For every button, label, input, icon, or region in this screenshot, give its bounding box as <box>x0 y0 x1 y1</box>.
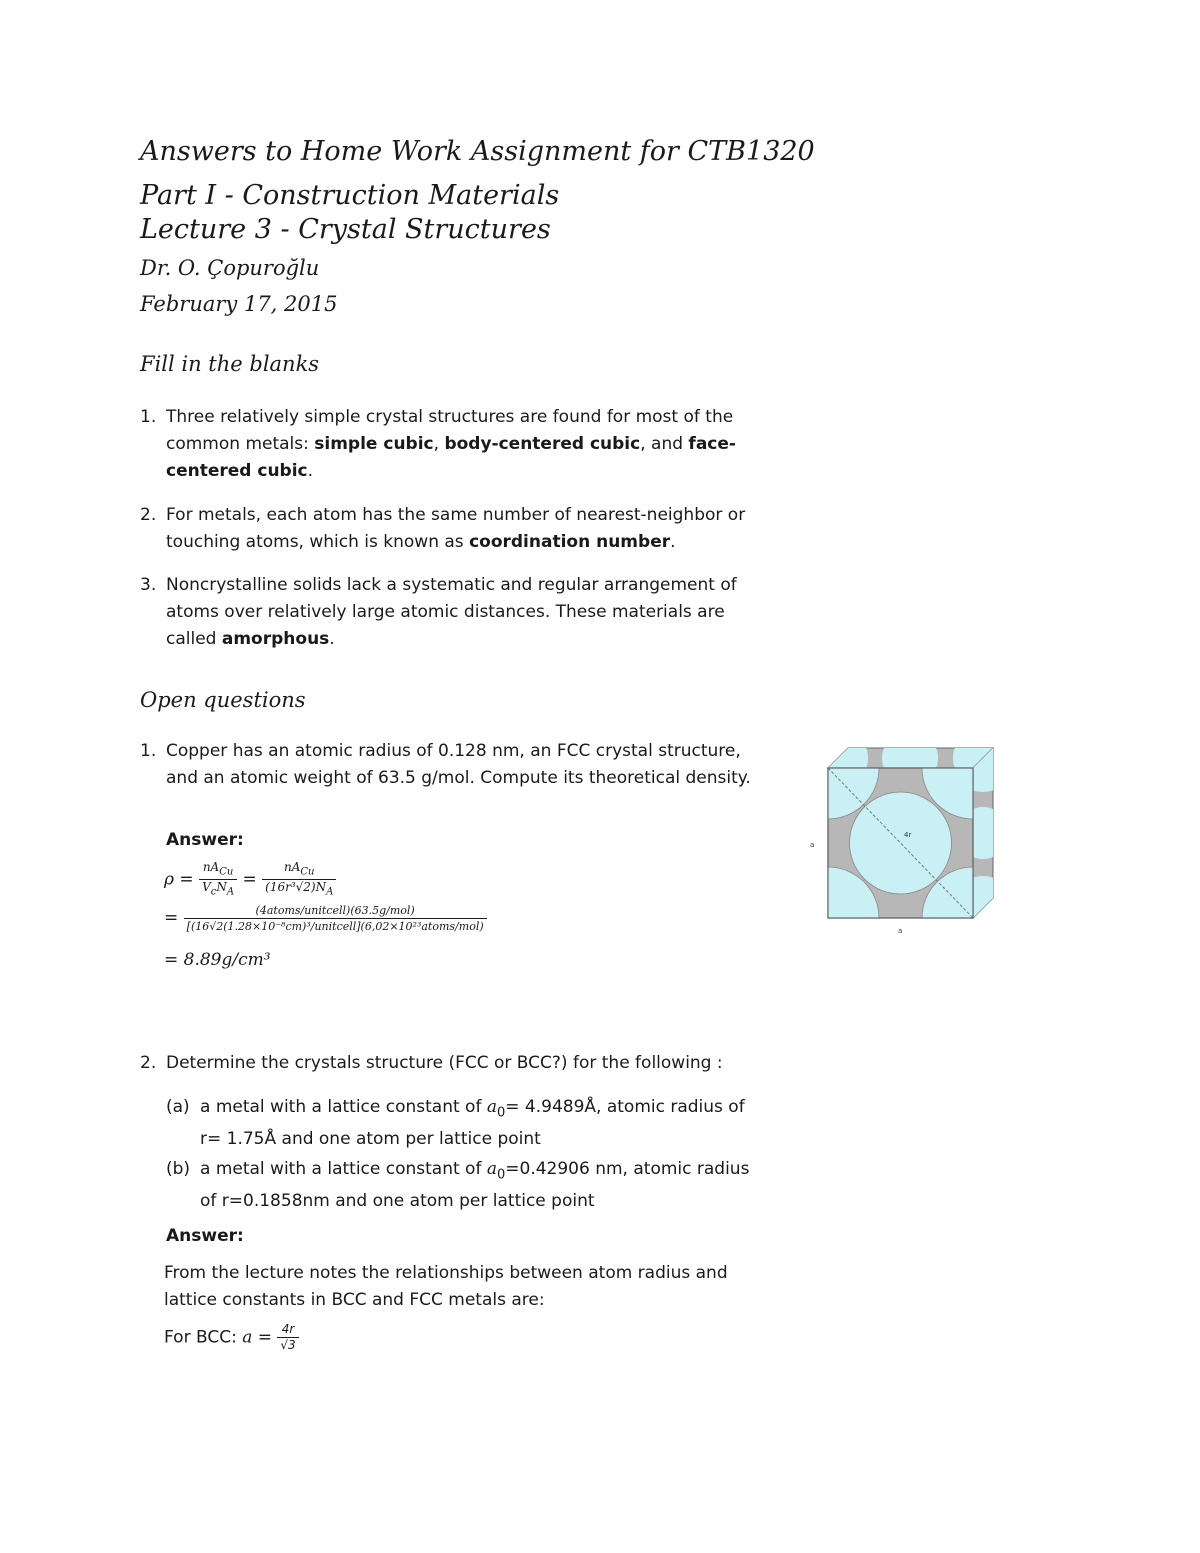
sub-label-b: (b) <box>166 1159 191 1179</box>
item-text <box>166 404 750 485</box>
item-text-post: . <box>670 532 676 552</box>
document-author: Dr. O. Çopuroğlu <box>140 256 320 280</box>
document-part: Part I - Construction Materials <box>140 180 560 211</box>
section-heading-open-questions: Open questions <box>140 688 306 712</box>
radius-label: 4r <box>904 831 912 839</box>
edge-label-bottom: a <box>898 927 903 935</box>
fraction-1-den-sub2: A <box>226 886 235 898</box>
answer-fcc: face-centered cubic <box>166 434 736 481</box>
question-2 <box>140 1050 760 1077</box>
fraction-2-den-sub: A <box>326 886 334 898</box>
item-text-pre: Noncrystalline solids lack a systematic and regular arrangement of atoms over relatively large atomic distances. These materials are called <box>166 575 737 649</box>
item-text-sep: , <box>433 434 445 454</box>
document-title: Answers to Home Work Assignment for CTB1320 <box>140 136 815 167</box>
section-heading-fill-blanks: Fill in the blanks <box>140 352 320 376</box>
bcc-lhs: a = <box>242 1327 272 1348</box>
answer-label-q1: Answer: <box>166 830 244 850</box>
item-number: 3. <box>140 575 157 595</box>
fraction-2-num-sub: Cu <box>300 866 315 878</box>
answer-simple-cubic: simple cubic <box>314 434 434 454</box>
item-number: 2. <box>140 505 157 525</box>
density-equation-2 <box>164 903 487 934</box>
question-1-text: Copper has an atomic radius of 0.128 nm, an FCC crystal structure, and an atomic weight of 63.5 g/mol. Compute its theoretical density. <box>166 741 751 788</box>
question-2b-pre: a metal with a lattice constant of <box>200 1159 487 1179</box>
lattice-var-b-sub: 0 <box>496 1167 506 1183</box>
question-2a <box>166 1094 756 1153</box>
fraction-3 <box>184 903 487 934</box>
answer-label-q2: Answer: <box>166 1226 244 1246</box>
fraction-3-den: [(16√2(1.28×10⁻⁸cm)³/unitcell](6,02×10²³atoms/mol) <box>186 920 484 933</box>
bcc-fraction <box>277 1322 298 1353</box>
fraction-1-den-mid: N <box>216 880 227 895</box>
item-number: 1. <box>140 741 157 761</box>
answer-coordination-number: coordination number <box>469 532 671 552</box>
item-text <box>166 572 750 653</box>
question-1 <box>140 738 750 792</box>
fraction-2 <box>262 860 336 900</box>
fraction-2-num: nA <box>283 860 301 874</box>
question-2-text: Determine the crystals structure (FCC or BCC?) for the following : <box>166 1053 723 1073</box>
fraction-2-den: (16r³√2)N <box>265 880 327 895</box>
rho-symbol: ρ = <box>164 869 194 890</box>
item-number: 2. <box>140 1053 157 1073</box>
document-date: February 17, 2015 <box>140 292 338 316</box>
item-text-pre: Three relatively simple crystal structures are found for most of the common metals: <box>166 407 734 454</box>
item-number: 1. <box>140 407 157 427</box>
item-text-post: . <box>329 629 335 649</box>
lattice-var-a-sub: 0 <box>496 1105 506 1121</box>
question-2b-post: =0.42906 nm, atomic radius of r=0.1858nm and one atom per lattice point <box>200 1159 750 1212</box>
fcc-unit-cell-figure <box>800 740 1020 940</box>
answer-bcc: body-centered cubic <box>444 434 641 454</box>
bcc-fraction-num: 4r <box>277 1322 298 1338</box>
question-2a-post: = 4.9489Å, atomic radius of r= 1.75Å and one atom per lattice point <box>200 1097 745 1150</box>
density-equation-1 <box>164 860 336 900</box>
sub-label-a: (a) <box>166 1097 190 1117</box>
bcc-prefix: For BCC: <box>164 1327 243 1348</box>
fraction-1-den-sub1: c <box>210 886 217 898</box>
answer-amorphous: amorphous <box>221 629 330 649</box>
item-text <box>166 502 750 556</box>
fraction-1-den: V <box>202 880 211 895</box>
equals-sign: = <box>164 908 179 928</box>
equals-sign: = <box>242 869 257 890</box>
fraction-3-num: (4atoms/unitcell)(63.5g/mol) <box>184 903 487 919</box>
bcc-relation <box>164 1322 299 1353</box>
density-result: = 8.89g/cm³ <box>164 950 271 970</box>
edge-label-left: a <box>810 841 815 849</box>
answer-text-q2: From the lecture notes the relationships between atom radius and lattice constants in BCC and FCC metals are: <box>164 1263 728 1310</box>
item-text-pre: For metals, each atom has the same number of nearest-neighbor or touching atoms, which is known as <box>166 505 746 552</box>
lattice-var-a: a <box>486 1097 497 1117</box>
item-text-post: . <box>307 461 314 481</box>
fraction-1 <box>199 860 237 900</box>
fraction-1-num: nA <box>202 860 220 874</box>
bcc-fraction-den: √3 <box>280 1338 296 1352</box>
document-lecture: Lecture 3 - Crystal Structures <box>140 214 551 245</box>
lattice-var-b: a <box>486 1159 497 1179</box>
question-2a-pre: a metal with a lattice constant of <box>200 1097 487 1117</box>
fraction-1-num-sub: Cu <box>219 866 234 878</box>
blank-item-1 <box>140 404 750 485</box>
item-text-sep: , and <box>640 434 689 454</box>
blank-item-2 <box>140 502 750 556</box>
question-2b <box>166 1156 756 1215</box>
blank-item-3 <box>140 572 750 653</box>
